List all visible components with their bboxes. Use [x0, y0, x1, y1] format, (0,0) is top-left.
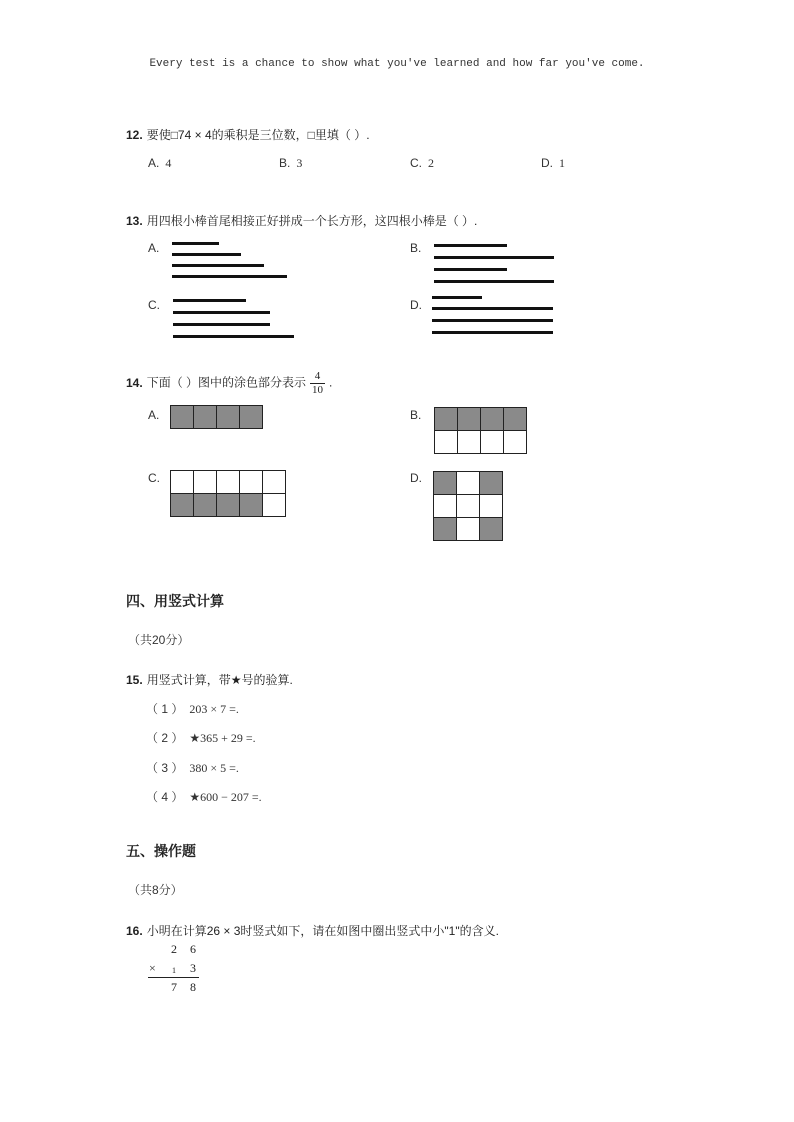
shaded-cell: [434, 518, 457, 541]
sub-question-label: （ 1 ）: [146, 702, 184, 716]
stick: [432, 331, 553, 334]
sub-question-expression: 203 × 7 =.: [189, 702, 239, 716]
shaded-cell: [217, 494, 240, 517]
grid-c: [170, 470, 286, 517]
shaded-cell: [194, 494, 217, 517]
result-line: [148, 977, 199, 978]
digit: 3: [190, 961, 196, 975]
question-16: [126, 922, 499, 939]
stick: [172, 275, 287, 278]
option-d[interactable]: D.: [410, 298, 422, 312]
fraction: [310, 370, 325, 397]
section-score: （共8分）: [128, 883, 183, 897]
shaded-cell: [504, 408, 527, 431]
stick: [434, 244, 507, 247]
carry-digit: 1: [172, 966, 176, 975]
sub-question-label: （ 4 ）: [146, 790, 184, 804]
digit: 8: [190, 980, 196, 994]
blank-cell: [480, 495, 503, 518]
option-a[interactable]: A.: [148, 408, 160, 422]
option-value: 2: [428, 156, 434, 170]
option-b[interactable]: B.: [410, 241, 422, 255]
question-12: [126, 126, 370, 143]
option-value: 3: [296, 156, 303, 170]
question-tail: .: [329, 375, 333, 390]
sub-question: [146, 729, 256, 746]
question-15: [126, 671, 293, 688]
blank-cell: [458, 431, 481, 454]
stick: [432, 319, 553, 322]
sub-question-expression: ★365 + 29 =.: [189, 731, 256, 745]
blank-cell: [194, 471, 217, 494]
question-number: 14.: [126, 375, 143, 390]
stick: [172, 242, 219, 245]
stick: [173, 335, 294, 338]
stick: [173, 323, 270, 326]
fraction-denominator: 10: [312, 384, 324, 396]
option-label: B.: [279, 156, 291, 170]
sub-question-label: （ 3 ）: [146, 761, 184, 775]
motto: Every test is a chance to show what you've learned and how far you've come.: [149, 58, 645, 70]
blank-cell: [263, 471, 286, 494]
sub-question-expression: ★600 − 207 =.: [189, 790, 262, 804]
fraction-numerator: 4: [310, 370, 325, 384]
question-number: 15.: [126, 673, 143, 687]
shaded-cell: [171, 406, 194, 429]
shaded-cell: [240, 494, 263, 517]
stick: [432, 307, 553, 310]
shaded-cell: [480, 472, 503, 495]
question-text: 小明在计算26 × 3时竖式如下，请在如图中圈出竖式中小"1"的含义.: [146, 924, 499, 938]
stick: [432, 296, 482, 299]
option-value: 4: [165, 156, 172, 170]
option-a[interactable]: [148, 156, 171, 171]
blank-cell: [457, 472, 480, 495]
blank-cell: [240, 471, 263, 494]
blank-cell: [434, 495, 457, 518]
digit: 6: [190, 942, 196, 956]
question-text: 下面（ ）图中的涂色部分表示: [146, 375, 307, 390]
blank-cell: [435, 431, 458, 454]
option-d[interactable]: D.: [410, 471, 422, 485]
option-label: C.: [410, 156, 422, 170]
option-d[interactable]: [541, 156, 565, 171]
shaded-cell: [435, 408, 458, 431]
question-text: 用竖式计算，带★号的验算.: [146, 673, 293, 687]
blank-cell: [457, 495, 480, 518]
option-label: A.: [148, 156, 160, 170]
shaded-cell: [171, 494, 194, 517]
digit: 2: [171, 942, 177, 956]
grid-d: [433, 471, 503, 541]
multiply-sign: ×: [149, 961, 156, 975]
sub-question-expression: 380 × 5 =.: [189, 761, 239, 775]
option-a[interactable]: A.: [148, 241, 160, 255]
blank-cell: [263, 494, 286, 517]
option-c[interactable]: [410, 156, 434, 171]
grid-b: [434, 407, 527, 454]
blank-cell: [217, 471, 240, 494]
shaded-cell: [480, 518, 503, 541]
shaded-cell: [481, 408, 504, 431]
option-label: D.: [541, 156, 553, 170]
stick: [173, 299, 246, 302]
stick: [172, 264, 264, 267]
question-14: [126, 370, 332, 397]
question-text: 用四根小棒首尾相接正好拼成一个长方形，这四根小棒是（ ）.: [146, 214, 478, 228]
stick: [434, 268, 507, 271]
stick: [434, 256, 554, 259]
shaded-cell: [240, 406, 263, 429]
stick: [172, 253, 241, 256]
blank-cell: [171, 471, 194, 494]
sub-question: [146, 759, 239, 776]
sub-question-label: （ 2 ）: [146, 731, 184, 745]
option-b[interactable]: [279, 156, 302, 171]
option-c[interactable]: C.: [148, 471, 160, 485]
section-score: （共20分）: [128, 633, 190, 647]
question-text: 要使□74 × 4的乘积是三位数，□里填（ ）.: [146, 128, 370, 142]
section-title: 四、用竖式计算: [126, 593, 224, 609]
sub-question: [146, 788, 262, 805]
sub-question: [146, 700, 239, 717]
option-b[interactable]: B.: [410, 408, 422, 422]
question-number: 16.: [126, 924, 143, 938]
shaded-cell: [217, 406, 240, 429]
grid-a: [170, 405, 263, 429]
digit: 7: [171, 980, 177, 994]
question-number: 13.: [126, 214, 143, 228]
shaded-cell: [434, 472, 457, 495]
section-title: 五、操作题: [126, 843, 196, 859]
stick: [434, 280, 554, 283]
question-13: [126, 212, 477, 229]
blank-cell: [481, 431, 504, 454]
blank-cell: [457, 518, 480, 541]
option-c[interactable]: C.: [148, 298, 160, 312]
shaded-cell: [194, 406, 217, 429]
question-number: 12.: [126, 128, 143, 142]
blank-cell: [504, 431, 527, 454]
shaded-cell: [458, 408, 481, 431]
option-value: 1: [559, 156, 565, 170]
stick: [173, 311, 270, 314]
